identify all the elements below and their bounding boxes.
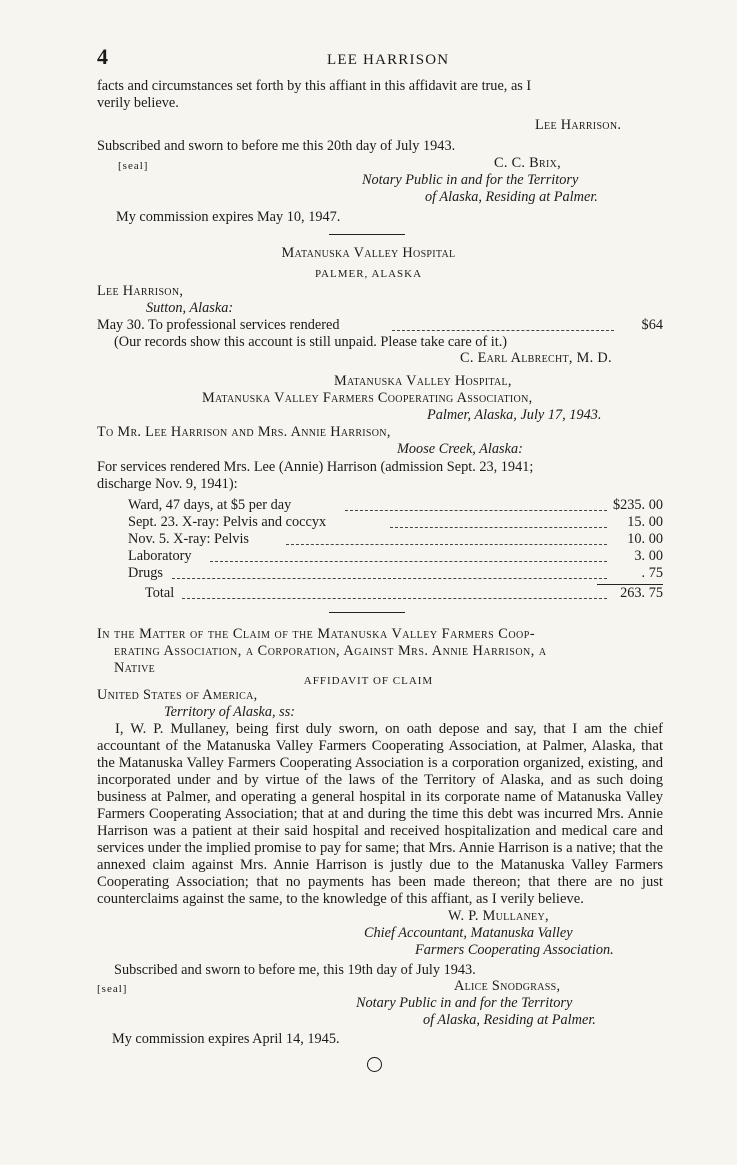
bill1-doctor: C. Earl Albrecht, M. D. [460,350,612,366]
claim-notary-title1: Notary Public in and for the Territory [356,995,573,1011]
bill1-item-amount: $64 [641,317,663,333]
claim-venue2: Territory of Alaska, ss: [164,704,296,720]
bill1-item-desc: May 30. To professional services rendered [97,317,340,333]
claim-signer-title2: Farmers Cooperating Association. [415,942,614,958]
bill2-total-leader [182,598,607,599]
bill2-item-desc: Laboratory [128,548,192,564]
bill2-item-amount: 10. 00 [627,531,663,547]
affidavit1-subscribed: Subscribed and sworn to before me this 20th day of July 1943. [97,138,456,154]
bill1-note: (Our records show this account is still unpaid. Please take care of it.) [114,334,508,350]
bill2-item-leader [210,561,607,562]
claim-subscribed: Subscribed and sworn to before me, this 19th day of July 1943. [114,962,476,978]
bill2-item-desc: Nov. 5. X-ray: Pelvis [128,531,249,547]
affidavit1-line1: facts and circumstances set forth by this affiant in this affidavit are true, as I [97,78,532,94]
bill2-item-leader [345,510,607,511]
affidavit1-seal: [seal] [118,160,149,172]
section-divider [329,234,405,235]
claim-commission: My commission expires April 14, 1945. [112,1031,340,1047]
affidavit1-notary-title2: of Alaska, Residing at Palmer. [425,189,598,205]
bill2-total-amount: 263. 75 [620,585,663,601]
affidavit1-notary-name: C. C. Brix, [494,155,562,171]
bill2-association: Matanuska Valley Farmers Cooperating Association, [202,390,533,406]
claim-body: I, W. P. Mullaney, being first duly sworn, on oath depose and say, that I am the chief accountant of the Matanuska Valley Farmers Cooperating Association, at Palmer, Alaska, that the Matanuska Valley Farmers Cooperating Association is a corporation organized, existing, and incorporated under and by virtue of the laws of the Territory of Alaska, and as such doing business at Palmer, and operating a general hospital in its corporate name of Matanuska Valley Farmers Cooperating Association; that at and during the time this debt was incurred Mrs. Annie Harrison was a patient at their said hospital and received hospitalization and medical care and services under the implied promise to pay for same; that Mrs. Annie Harrison is a native; that the annexed claim against Mrs. Annie Harrison is justly due to the Matanuska Valley Farmers Cooperating Association; that no payments has been made thereon; that there are no just counterclaims against the same, to the knowledge of this affiant, as I verily believe. [97,721,663,907]
bill2-item-leader [390,527,607,528]
claim-seal: [seal] [97,983,128,995]
bill1-hospital: Matanuska Valley Hospital [281,245,456,261]
claim-heading-line3: Native [114,660,156,676]
bill2-services-line1: For services rendered Mrs. Lee (Annie) Harrison (admission Sept. 23, 1941; [97,459,534,475]
bill2-item-desc: Sept. 23. X-ray: Pelvis and coccyx [128,514,327,530]
bill2-item-amount: $235. 00 [612,497,663,513]
bill1-leader-dots [392,330,614,331]
end-mark-circle [367,1057,382,1072]
bill2-item-amount: . 75 [641,565,663,581]
bill2-to-address: Moose Creek, Alaska: [397,441,523,457]
affidavit1-line2: verily believe. [97,95,179,111]
bill2-item-desc: Drugs [128,565,163,581]
bill1-patient: Lee Harrison, [97,283,184,299]
claim-signer: W. P. Mullaney, [448,908,549,924]
bill2-hospital: Matanuska Valley Hospital, [334,373,512,389]
bill2-to: To Mr. Lee Harrison and Mrs. Annie Harrison, [97,424,391,440]
bill2-item-amount: 3. 00 [634,548,663,564]
claim-notary-name: Alice Snodgrass, [454,978,561,994]
bill1-address: Sutton, Alaska: [146,300,234,316]
bill2-item-leader [172,578,607,579]
bill2-item-amount: 15. 00 [627,514,663,530]
claim-heading-line1: In the Matter of the Claim of the Matanuska Valley Farmers Coop- [97,626,536,642]
claim-notary-title2: of Alaska, Residing at Palmer. [423,1012,596,1028]
bill2-item-leader [286,544,607,545]
claim-subheading: AFFIDAVIT OF CLAIM [303,675,434,687]
claim-heading-line2: erating Association, a Corporation, Against Mrs. Annie Harrison, a [114,643,547,659]
affidavit1-notary-title1: Notary Public in and for the Territory [362,172,579,188]
bill2-services-line2: discharge Nov. 9, 1941): [97,476,238,492]
section-divider [329,612,405,613]
bill2-item-desc: Ward, 47 days, at $5 per day [128,497,292,513]
claim-signer-title1: Chief Accountant, Matanuska Valley [364,925,573,941]
affidavit1-commission: My commission expires May 10, 1947. [116,209,341,225]
claim-venue1: United States of America, [97,687,258,703]
page-number: 4 [97,44,108,69]
bill2-place-date: Palmer, Alaska, July 17, 1943. [427,407,602,423]
bill1-city: PALMER, ALASKA [314,268,423,280]
running-title: LEE HARRISON [327,52,450,68]
bill2-total-label: Total [145,585,175,601]
affidavit1-signature: Lee Harrison. [535,117,622,133]
